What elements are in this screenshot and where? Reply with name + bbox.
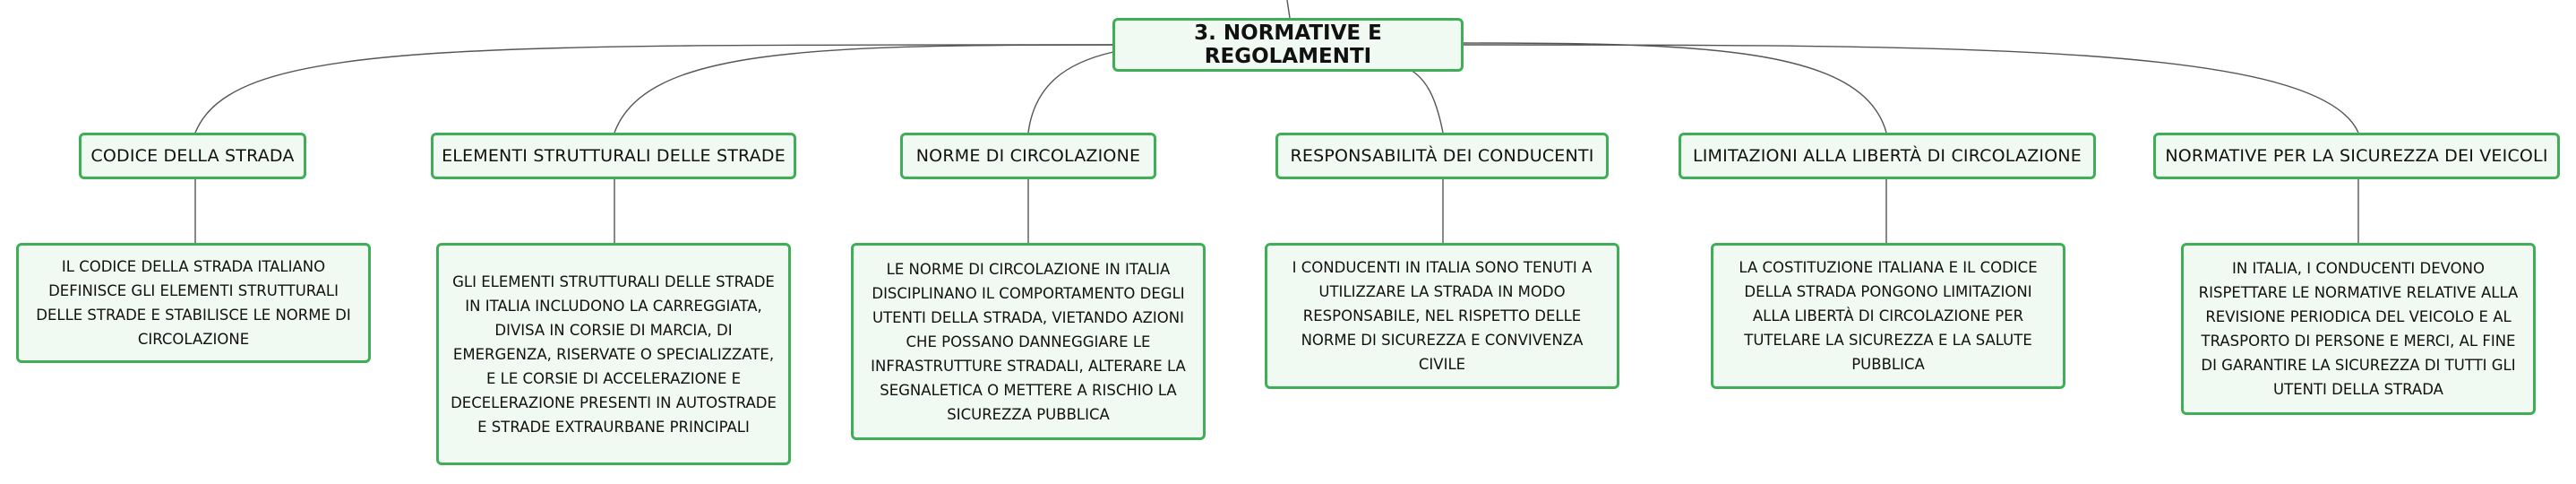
detail-sicurezza-veicoli[interactable]: IN ITALIA, I CONDUCENTI DEVONO RISPETTARE LE NORMATIVE RELATIVE ALLA REVISIONE PERIODICA DEL VEICOLO E AL TRASPORTO DI PERSONE E MERCI, AL FINE DI GARANTIRE LA SICUREZZA DI TUTTI GLI UTENTI DELLA STRADA bbox=[2181, 243, 2536, 415]
detail-limitazioni-liberta[interactable]: LA COSTITUZIONE ITALIANA E IL CODICE DELLA STRADA PONGONO LIMITAZIONI ALLA LIBERTÀ DI CIRCOLAZIONE PER TUTELARE LA SICUREZZA E LA SALUTE PUBBLICA bbox=[1711, 243, 2065, 389]
detail-norme-di-circolazione[interactable]: LE NORME DI CIRCOLAZIONE IN ITALIA DISCIPLINANO IL COMPORTAMENTO DEGLI UTENTI DELLA STRADA, VIETANDO AZIONI CHE POSSANO DANNEGGIARE LE INFRASTRUTTURE STRADALI, ALTERARE LA SEGNALETICA O METTERE A RISCHIO LA SICUREZZA PUBBLICA bbox=[851, 243, 1206, 440]
root-node[interactable]: 3. NORMATIVE E REGOLAMENTI bbox=[1112, 18, 1464, 72]
topic-elementi-strutturali[interactable]: ELEMENTI STRUTTURALI DELLE STRADE bbox=[431, 133, 796, 179]
topic-responsabilita-conducenti[interactable]: RESPONSABILITÀ DEI CONDUCENTI bbox=[1275, 133, 1609, 179]
topic-sicurezza-veicoli[interactable]: NORMATIVE PER LA SICUREZZA DEI VEICOLI bbox=[2153, 133, 2560, 179]
detail-elementi-strutturali[interactable]: GLI ELEMENTI STRUTTURALI DELLE STRADE IN ITALIA INCLUDONO LA CARREGGIATA, DIVISA IN CORSIE DI MARCIA, DI EMERGENZA, RISERVATE O SPECIALIZZATE, E LE CORSIE DI ACCELERAZIONE E DECELERAZIONE PRESENTI IN AUTOSTRADE E STRADE EXTRAURBANE PRINCIPALI bbox=[436, 243, 791, 465]
topic-norme-di-circolazione[interactable]: NORME DI CIRCOLAZIONE bbox=[900, 133, 1156, 179]
detail-responsabilita-conducenti[interactable]: I CONDUCENTI IN ITALIA SONO TENUTI A UTILIZZARE LA STRADA IN MODO RESPONSABILE, NEL RISPETTO DELLE NORME DI SICUREZZA E CONVIVENZA CIVILE bbox=[1265, 243, 1619, 389]
topic-codice-della-strada[interactable]: CODICE DELLA STRADA bbox=[79, 133, 306, 179]
topic-limitazioni-liberta[interactable]: LIMITAZIONI ALLA LIBERTÀ DI CIRCOLAZIONE bbox=[1679, 133, 2096, 179]
detail-codice-della-strada[interactable]: IL CODICE DELLA STRADA ITALIANO DEFINISCE GLI ELEMENTI STRUTTURALI DELLE STRADE E STABILISCE LE NORME DI CIRCOLAZIONE bbox=[16, 243, 371, 363]
